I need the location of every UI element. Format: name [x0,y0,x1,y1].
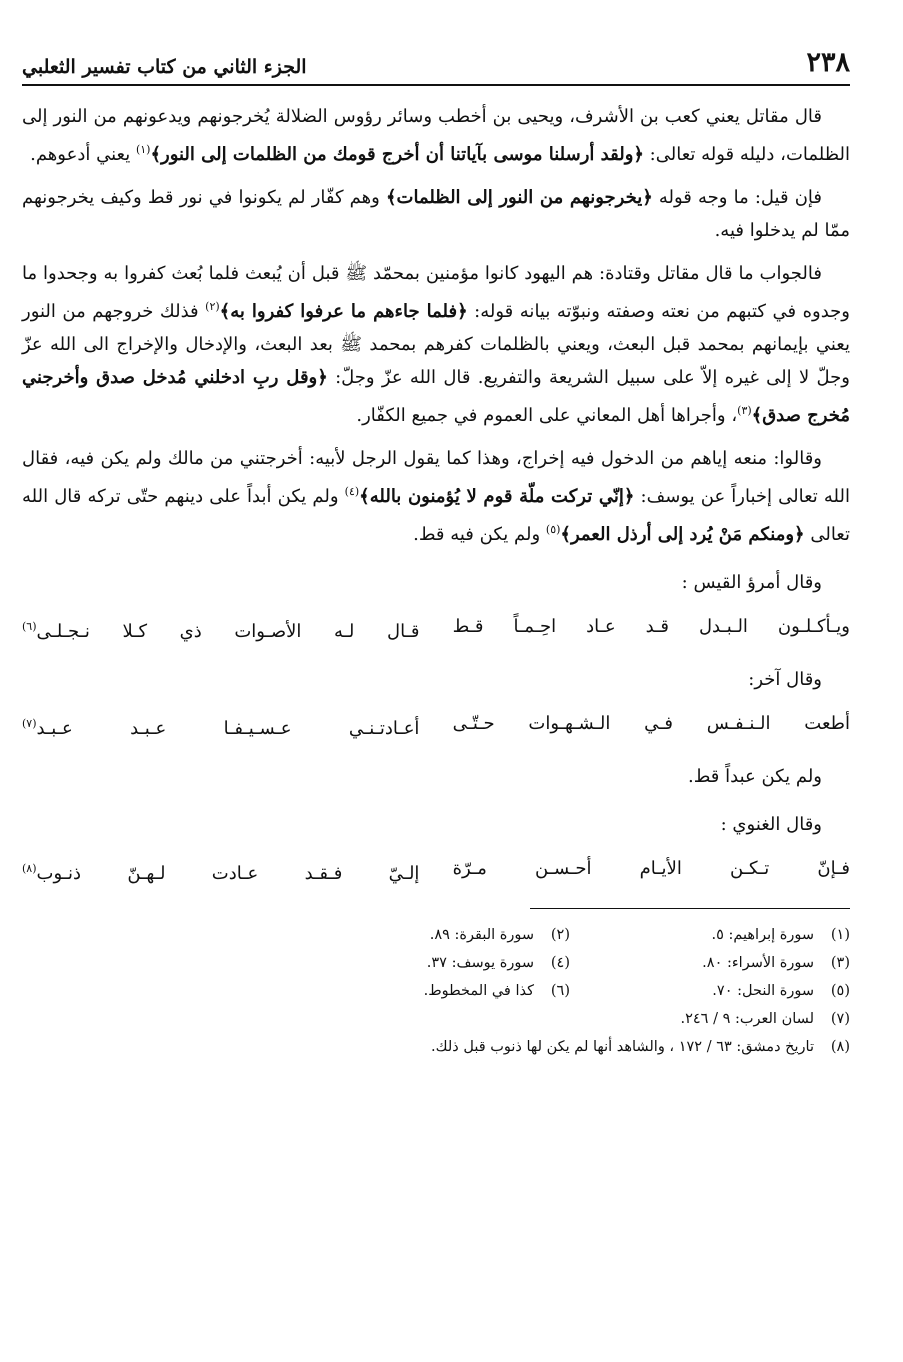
footnote-rule [530,908,850,909]
poetry-verse [22,708,850,745]
footnote-number: (٣) [830,955,850,971]
text-run: ولم يكن فيه قط. [413,524,546,545]
verse-second-hemistich [22,853,419,890]
footnote-row [22,977,850,1005]
verse-second-hemistich [22,611,419,648]
footnote-ref: (٥) [545,523,561,536]
page-body [22,100,850,890]
verse-first-hemistich: فـإنّ تـكـن الأيـام أحـسـن مـرّة [452,858,850,879]
footnote-text: تاريخ دمشق: ٦٣ / ١٧٢ ، والشاهد أنها لم يكن لها ذنوب قبل ذلك. [431,1039,814,1055]
text-run: وهم كفّار لم يكونوا في نور قط وكيف يخرجونهم ممّا لم يدخلوا فيه. [22,187,850,241]
text-paragraph [22,257,850,432]
header-rule [22,84,850,86]
verse-text: قـال لـه الأصـوات ذي كـلا نـجـلـى [36,621,420,642]
footnote [290,949,570,977]
footnote-text: سورة البقرة: ٨٩. [429,927,534,943]
footnote [570,949,850,977]
text-paragraph [22,442,850,551]
footnote-text: لسان العرب: ٩ / ٢٤٦. [680,1011,814,1027]
footnote [570,977,850,1005]
book-page [22,36,850,1061]
quran-quote: ﴿ومنكم مَنْ يُرد إلى أرذل العمر﴾ [560,524,805,545]
poetry-intro: وقال آخر: [748,669,822,690]
text-run: ولم يكن أبداً على دينهم حتّى تركه قال الله تعالى [22,486,850,545]
footnote [570,921,850,949]
footnote-row [22,921,850,949]
footnote-row [22,949,850,977]
footnote-number: (١) [830,927,850,943]
text-paragraph [22,181,850,247]
footnote-ref: (٧) [22,717,37,730]
poetry-verse [22,611,850,648]
text-run: قال مقاتل يعني كعب بن الأشرف، ويحيى بن أخطب وسائر رؤوس الضلالة يُخرجونهم ويدعونهم من النور إلى الظلمات، دليله قوله تعالى: [22,106,850,165]
page-number: ٢٣٨ [806,47,850,78]
text-run: فالجواب ما قال مقاتل وقتادة: هم اليهود كانوا مؤمنين بمحمّد ﷺ قبل أن يُبعث فلما بُعث كفروا به وجحدوا ما وجدوه في كتبهم من نعته وصفته ونبوّته بيانه قوله: [22,263,850,322]
poetry-intro: وقال الغنوي : [720,814,822,835]
quran-quote: ﴿ولقد أرسلنا موسى بآياتنا أن أخرج قومك من الظلمات إلى النور﴾ [150,144,644,165]
footnote-number: (٥) [830,983,850,999]
poetry-intro: ولم يكن عبداً قط. [687,766,822,787]
footnote-number: (٨) [830,1039,850,1055]
footnote-ref: (١) [135,143,151,156]
footnote-text: سورة إبراهيم: ٥. [711,927,814,943]
text-run: فذلك خروجهم من النور يعني بإيمانهم بمحمد قبل البعث، ويعني بالظلمات كفرهم بمحمد ﷺ بعد البعث، والإدخال والإخراج الى الله عزّ وجلّ لا إلى غيره إلاّ على سبيل الشريعة والتفريع. قال الله عزّ وجلّ: [22,301,851,388]
page-header [22,36,850,78]
footnote [290,921,570,949]
footnote [22,1033,850,1061]
footnote-ref: (٢) [205,300,220,313]
footnote-ref: (٦) [22,620,37,633]
poetry-intro: وقال أمرؤ القيس : [681,572,822,593]
text-run: يعني أدعوهم. [30,144,136,165]
footnote-ref: (٣) [737,404,752,417]
quran-quote: ﴿يخرجونهم من النور إلى الظلمات﴾ [385,187,653,208]
verse-first-hemistich: أطعت الـنـفـس فـي الـشـهـوات حـتّـى [452,713,850,734]
text-paragraph [22,100,850,171]
quran-quote: ﴿فلما جاءهم ما عرفوا كفروا به﴾ [219,301,468,322]
verse-first-hemistich: ويـأكـلـون الـبـدل قـد عـاد احِـمـاً قـط [452,616,850,637]
footnote-ref: (٤) [344,485,360,498]
footnote-ref: (٨) [22,862,37,875]
text-run: فإن قيل: ما وجه قوله [652,187,823,208]
footnote-text: سورة يوسف: ٣٧. [426,955,534,971]
footnote-text: كذا في المخطوط. [423,983,534,999]
verse-text: أعـادتـنـي عـسـيـفـا عـبـد عـبـد [36,718,420,739]
footnote-number: (٦) [550,983,570,999]
footnote-text: سورة النحل: ٧٠. [712,983,814,999]
footnote-text: سورة الأسراء: ٨٠. [702,955,814,971]
quran-quote: ﴿وقل ربِ ادخلني مُدخل صدق وأخرجني مُخرج صدق﴾ [22,367,850,426]
verse-text: إلـيّ فـقـد عـادت لـهـنّ ذنـوب [36,863,420,884]
text-run: ، وأجراها أهل المعاني على العموم في جميع الكفّار. [356,405,738,426]
footnote [290,977,570,1005]
footnotes [22,921,850,1061]
text-run: وقالوا: منعه إياهم من الدخول فيه إخراج، وهذا كما يقول الرجل لأبيه: أخرجتني من مالك ولم يكن فيه، فقال الله تعالى إخباراً عن يوسف: [22,448,850,507]
running-title: الجزء الثاني من كتاب تفسير الثعلبي [22,56,307,78]
footnote-number: (٤) [550,955,570,971]
footnote-number: (٢) [550,927,570,943]
footnote [22,1005,850,1033]
poetry-verse [22,853,850,890]
quran-quote: ﴿إنّي تركت ملّة قوم لا يُؤمنون بالله﴾ [359,486,635,507]
footnote-number: (٧) [830,1011,850,1027]
verse-second-hemistich [22,708,419,745]
